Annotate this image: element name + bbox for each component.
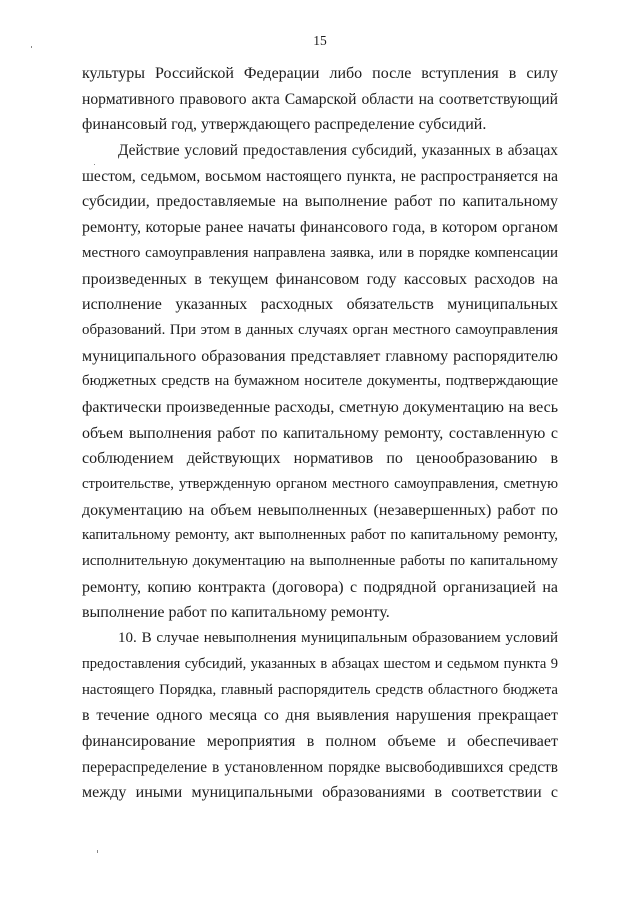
text-line: документацию на объем невыполненных (незавершенных) работ по: [82, 501, 558, 519]
text-line: образований. При этом в данных случаях орган местного самоуправления: [82, 321, 558, 338]
text-line: нормативного правового акта Самарской области на соответствующий: [82, 90, 558, 108]
text-line: культуры Российской Федерации либо после вступления в силу: [82, 65, 558, 82]
text-line: субсидии, предоставляемые на выполнение работ по капитальному: [82, 193, 558, 211]
text-line: капитальному ремонту, акт выполненных работ по капитальному ремонту,: [82, 527, 558, 544]
text-line: произведенных в текущем финансовом году кассовых расходов на: [82, 270, 558, 288]
text-line: выполнение работ по капитальному ремонту.: [82, 604, 390, 622]
text-line: настоящего Порядка, главный распорядитель средств областного бюджета: [82, 681, 558, 698]
text-line: между иными муниципальными образованиями в соответствии с: [82, 784, 558, 802]
text-line: в течение одного месяца со дня выявления нарушения прекращает: [82, 707, 558, 725]
scan-speck: [97, 850, 98, 853]
scan-speck: [94, 164, 95, 165]
text-line: объем выполнения работ по капитальному ремонту, составленную с: [82, 424, 558, 442]
text-line: исполнительную документацию на выполненные работы по капитальному: [82, 553, 558, 570]
document-body: [82, 61, 558, 806]
text-line: перераспределение в установленном порядке высвободившихся средств: [82, 758, 558, 776]
text-line: финансовый год, утверждающего распределение субсидий.: [82, 116, 487, 134]
text-line: финансирование мероприятия в полном объеме и обеспечивает: [82, 732, 558, 750]
text-line: ремонту, копию контракта (договора) с подрядной организацией на: [82, 578, 558, 596]
text-line: бюджетных средств на бумажном носителе документы, подтверждающие: [82, 373, 558, 390]
text-line: шестом, седьмом, восьмом настоящего пункта, не распространяется на: [82, 167, 558, 185]
text-line: 10. В случае невыполнения муниципальным образованием условий: [118, 630, 558, 647]
text-line: ремонту, которые ранее начаты финансового года, в котором органом: [82, 219, 558, 237]
text-line: муниципального образования представляет главному распорядителю: [82, 347, 558, 365]
text-line: Действие условий предоставления субсидий, указанных в абзацах: [118, 142, 558, 160]
page-number: 15: [313, 33, 327, 48]
text-line: фактически произведенные расходы, сметную документацию на весь: [82, 398, 558, 416]
text-line: соблюдением действующих нормативов по ценообразованию в: [82, 450, 558, 468]
text-line: местного самоуправления направлена заявка, или в порядке компенсации: [82, 244, 558, 261]
scan-speck: [31, 46, 32, 48]
text-line: строительстве, утвержденную органом местного самоуправления, сметную: [82, 476, 558, 492]
text-line: исполнение указанных расходных обязательств муниципальных: [82, 296, 558, 314]
text-line: предоставления субсидий, указанных в абзацах шестом и седьмом пункта 9: [82, 655, 558, 672]
